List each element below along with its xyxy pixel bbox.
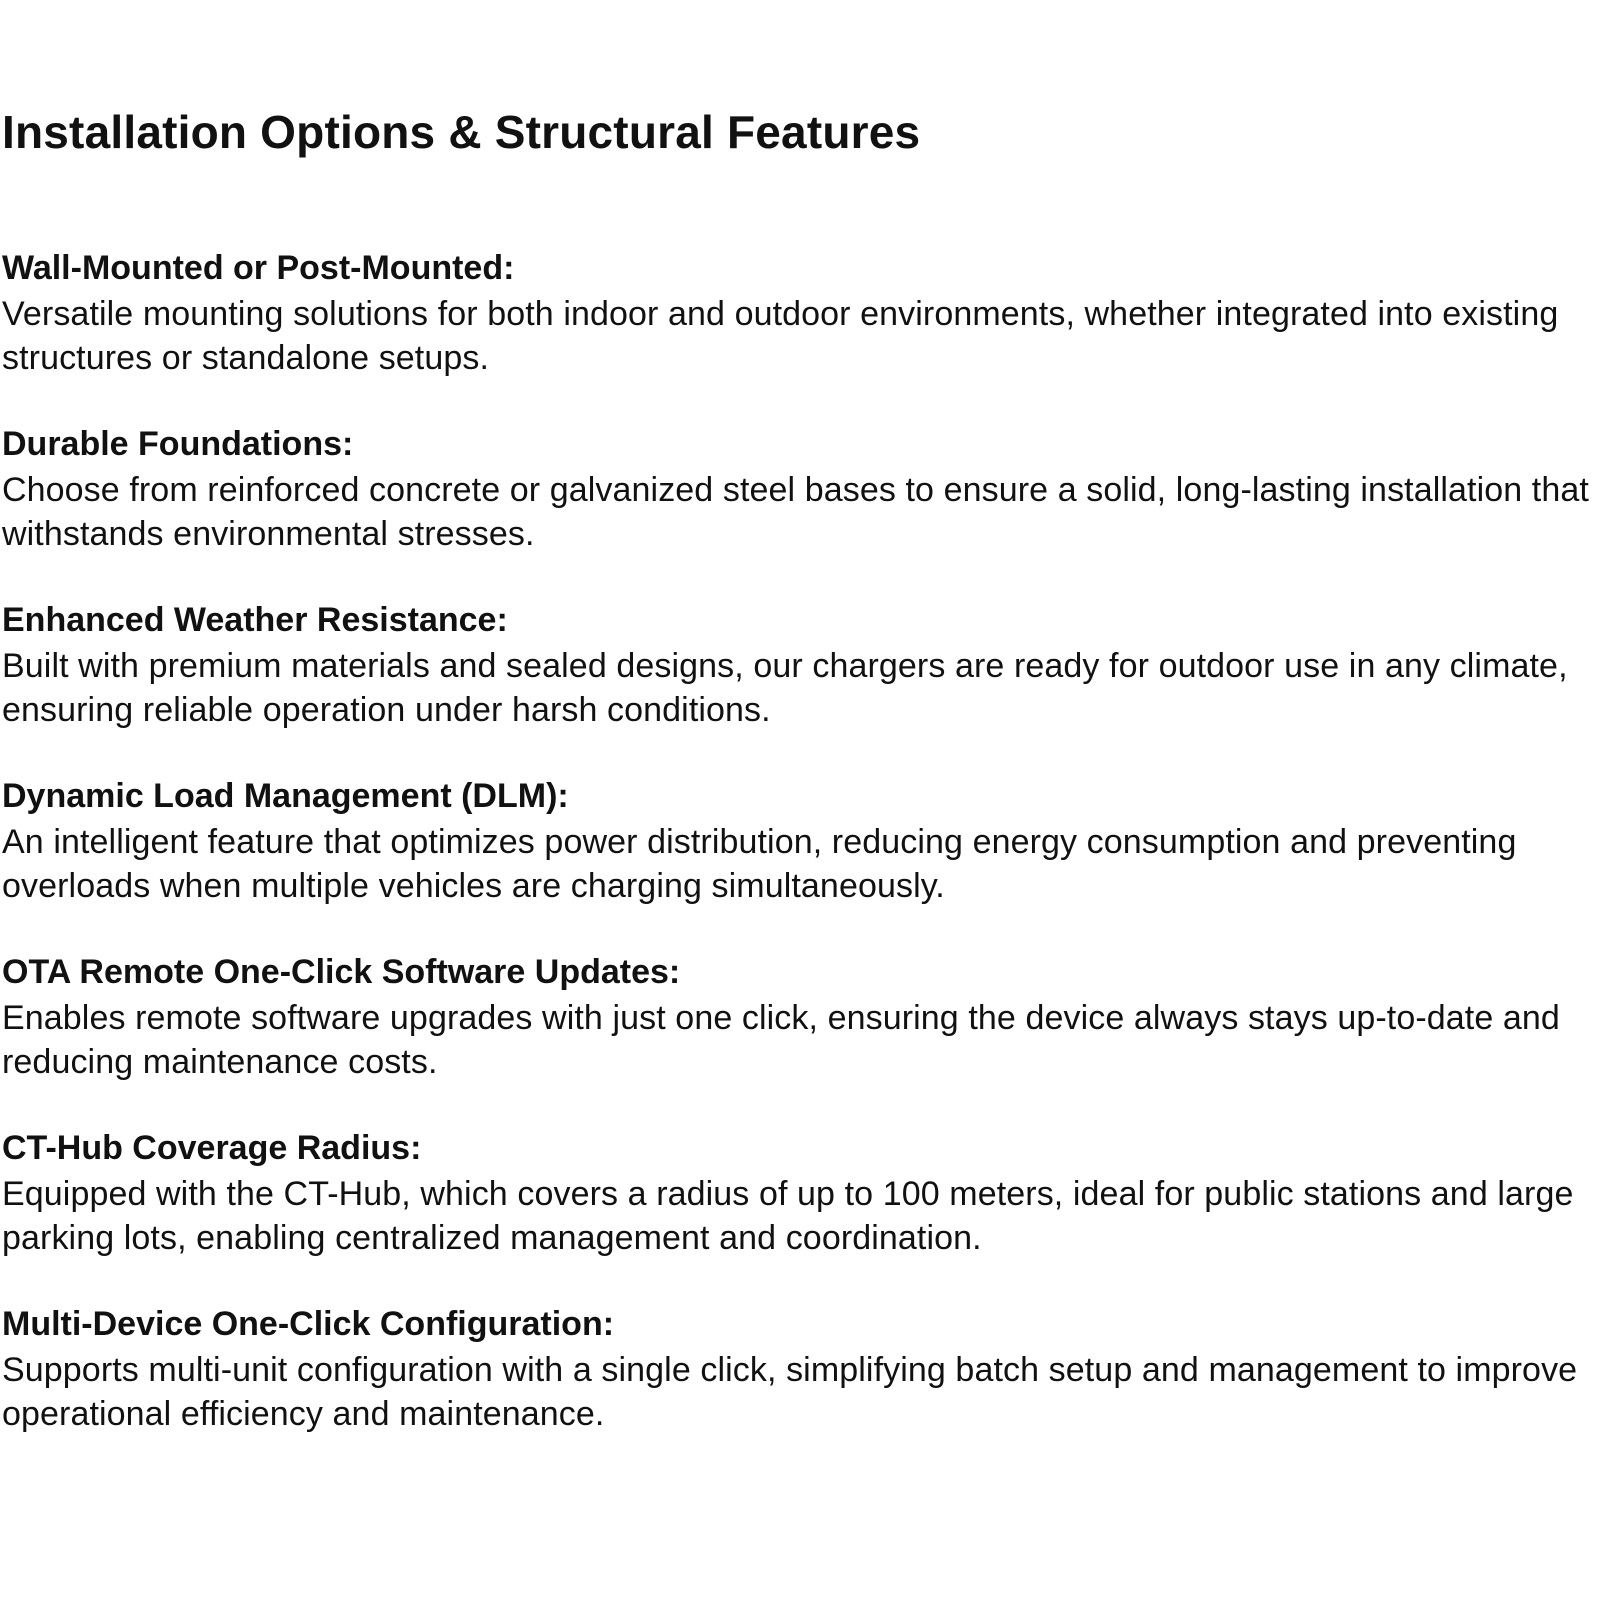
- feature-description: Supports multi-unit configuration with a single click, simplifying batch setup and management to improve operational efficiency and maintenance.: [2, 1351, 1578, 1433]
- feature-description: An intelligent feature that optimizes power distribution, reducing energy consumption and preventing overloads when multiple vehicles are charging simultaneously.: [2, 823, 1517, 905]
- feature-description: Versatile mounting solutions for both indoor and outdoor environments, whether integrated into existing structures or standalone setups.: [2, 295, 1559, 377]
- page-title: Installation Options & Structural Features: [2, 106, 921, 158]
- feature-item-wall-mounted: [2, 248, 1592, 380]
- feature-item-ct-hub-radius: [2, 1128, 1592, 1260]
- feature-title: Dynamic Load Management (DLM):: [2, 777, 569, 815]
- feature-title: OTA Remote One-Click Software Updates:: [2, 953, 681, 991]
- feature-item-durable-foundations: [2, 424, 1592, 556]
- feature-title: Enhanced Weather Resistance:: [2, 601, 508, 639]
- feature-title: Durable Foundations:: [2, 425, 354, 463]
- feature-title: Multi-Device One-Click Configuration:: [2, 1305, 615, 1343]
- feature-description: Equipped with the CT-Hub, which covers a radius of up to 100 meters, ideal for public stations and large parking lots, enabling centralized management and coordination.: [2, 1175, 1574, 1257]
- feature-item-weather-resistance: [2, 600, 1592, 732]
- feature-description: Enables remote software upgrades with just one click, ensuring the device always stays up-to-date and reducing maintenance costs.: [2, 999, 1560, 1081]
- feature-title: CT-Hub Coverage Radius:: [2, 1129, 422, 1167]
- feature-item-dynamic-load-management: [2, 776, 1592, 908]
- feature-item-multi-device-configuration: [2, 1304, 1592, 1436]
- feature-description: Built with premium materials and sealed designs, our chargers are ready for outdoor use in any climate, ensuring reliable operation under harsh conditions.: [2, 647, 1568, 729]
- feature-description: Choose from reinforced concrete or galvanized steel bases to ensure a solid, long-lasting installation that withstands environmental stresses.: [2, 471, 1589, 553]
- feature-list: [2, 248, 1592, 1480]
- feature-item-ota-updates: [2, 952, 1592, 1084]
- feature-title: Wall-Mounted or Post-Mounted:: [2, 249, 515, 287]
